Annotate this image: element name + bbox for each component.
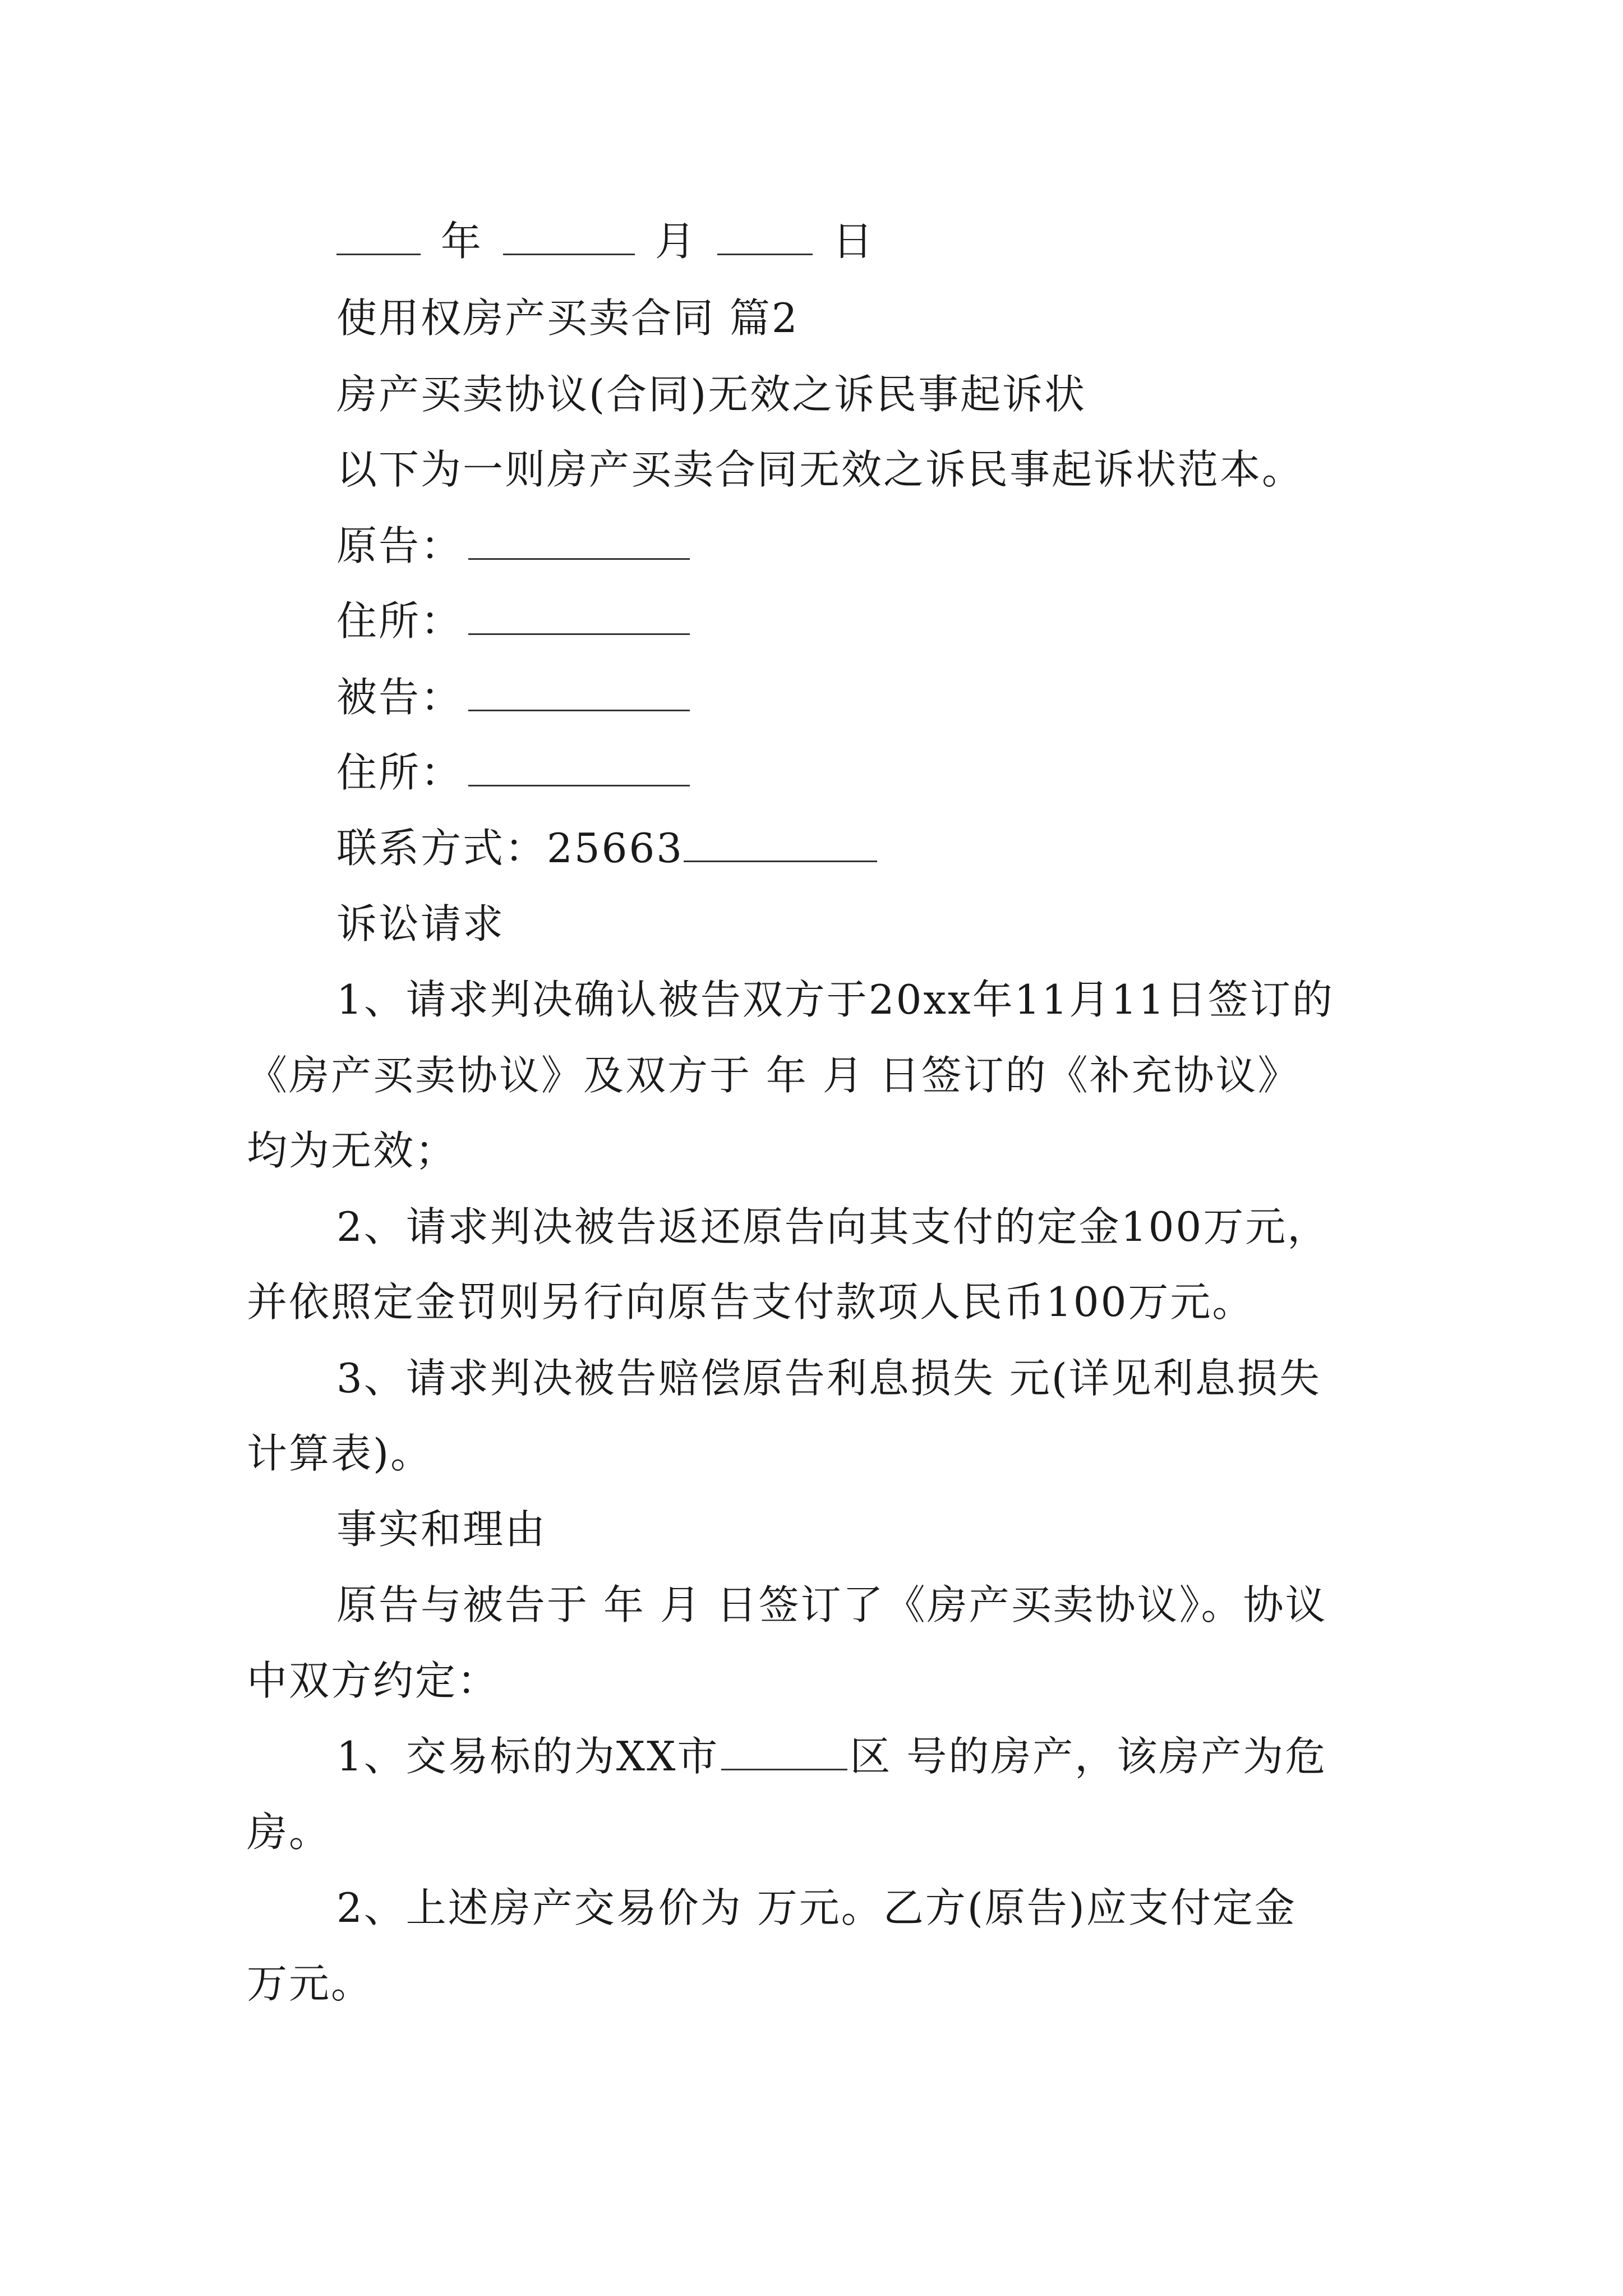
facts-item-2-line-1: 2、上述房产交易价为 万元。乙方(原告)应支付定金 bbox=[336, 1884, 1297, 1931]
day-blank bbox=[717, 220, 813, 255]
intro-text: 以下为一则房产买卖合同无效之诉民事起诉状范本。 bbox=[336, 446, 1304, 493]
contact-value: 25663 bbox=[547, 825, 684, 872]
claim-1-line-2: 《房产买卖协议》及双方于 年 月 日签订的《补充协议》 bbox=[247, 1052, 1300, 1099]
claim-2-line-1: 2、请求判决被告返还原告向其支付的定金100万元， bbox=[336, 1203, 1330, 1250]
facts-paragraph-line-1: 原告与被告于 年 月 日签订了《房产买卖协议》。协议 bbox=[336, 1581, 1327, 1628]
day-label: 日 bbox=[832, 218, 875, 265]
contact-label: 联系方式： bbox=[336, 825, 547, 872]
defendant-address-label: 住所： bbox=[336, 749, 463, 796]
plaintiff-address-field bbox=[336, 596, 690, 646]
year-label: 年 bbox=[440, 218, 483, 265]
defendant-blank bbox=[468, 675, 690, 711]
plaintiff-blank bbox=[468, 523, 690, 560]
facts-paragraph-line-2: 中双方约定： bbox=[247, 1657, 500, 1704]
plaintiff-field bbox=[336, 521, 690, 571]
district-blank bbox=[721, 1735, 847, 1770]
document-title: 房产买卖协议(合同)无效之诉民事起诉状 bbox=[336, 371, 1087, 418]
claim-1-line-1: 1、请求判决确认被告双方于20xx年11月11日签订的 bbox=[336, 976, 1334, 1023]
contact-field bbox=[336, 823, 877, 873]
year-blank bbox=[336, 220, 421, 255]
defendant-address-blank bbox=[468, 750, 690, 786]
facts-item-1-line-1 bbox=[336, 1731, 1327, 1782]
claim-3-line-1: 3、请求判决被告赔偿原告利息损失 元(详见利息损失 bbox=[336, 1355, 1321, 1402]
defendant-field bbox=[336, 672, 690, 723]
plaintiff-address-label: 住所： bbox=[336, 597, 463, 645]
claims-heading: 诉讼请求 bbox=[336, 900, 505, 947]
facts-heading: 事实和理由 bbox=[336, 1506, 547, 1553]
plaintiff-label: 原告： bbox=[336, 522, 463, 569]
claim-3-line-2: 计算表)。 bbox=[247, 1430, 433, 1477]
month-label: 月 bbox=[654, 218, 697, 265]
plaintiff-address-blank bbox=[468, 599, 690, 635]
defendant-label: 被告： bbox=[336, 674, 463, 721]
claim-2-line-2: 并依照定金罚则另行向原告支付款项人民币100万元。 bbox=[247, 1278, 1255, 1326]
facts-item-1-line-2: 房。 bbox=[247, 1809, 331, 1856]
contact-blank bbox=[684, 826, 877, 862]
section-heading: 使用权房产买卖合同 篇2 bbox=[336, 295, 799, 342]
month-blank bbox=[503, 220, 635, 255]
defendant-address-field bbox=[336, 747, 690, 798]
facts-item-2-line-2: 万元。 bbox=[247, 1960, 374, 2007]
claim-1-line-3: 均为无效； bbox=[247, 1127, 458, 1174]
facts-item-1-part-a: 1、交易标的为XX市 bbox=[336, 1733, 720, 1780]
facts-item-1-part-b: 区 号的房产，该房产为危 bbox=[850, 1733, 1327, 1780]
date-line bbox=[336, 216, 875, 266]
